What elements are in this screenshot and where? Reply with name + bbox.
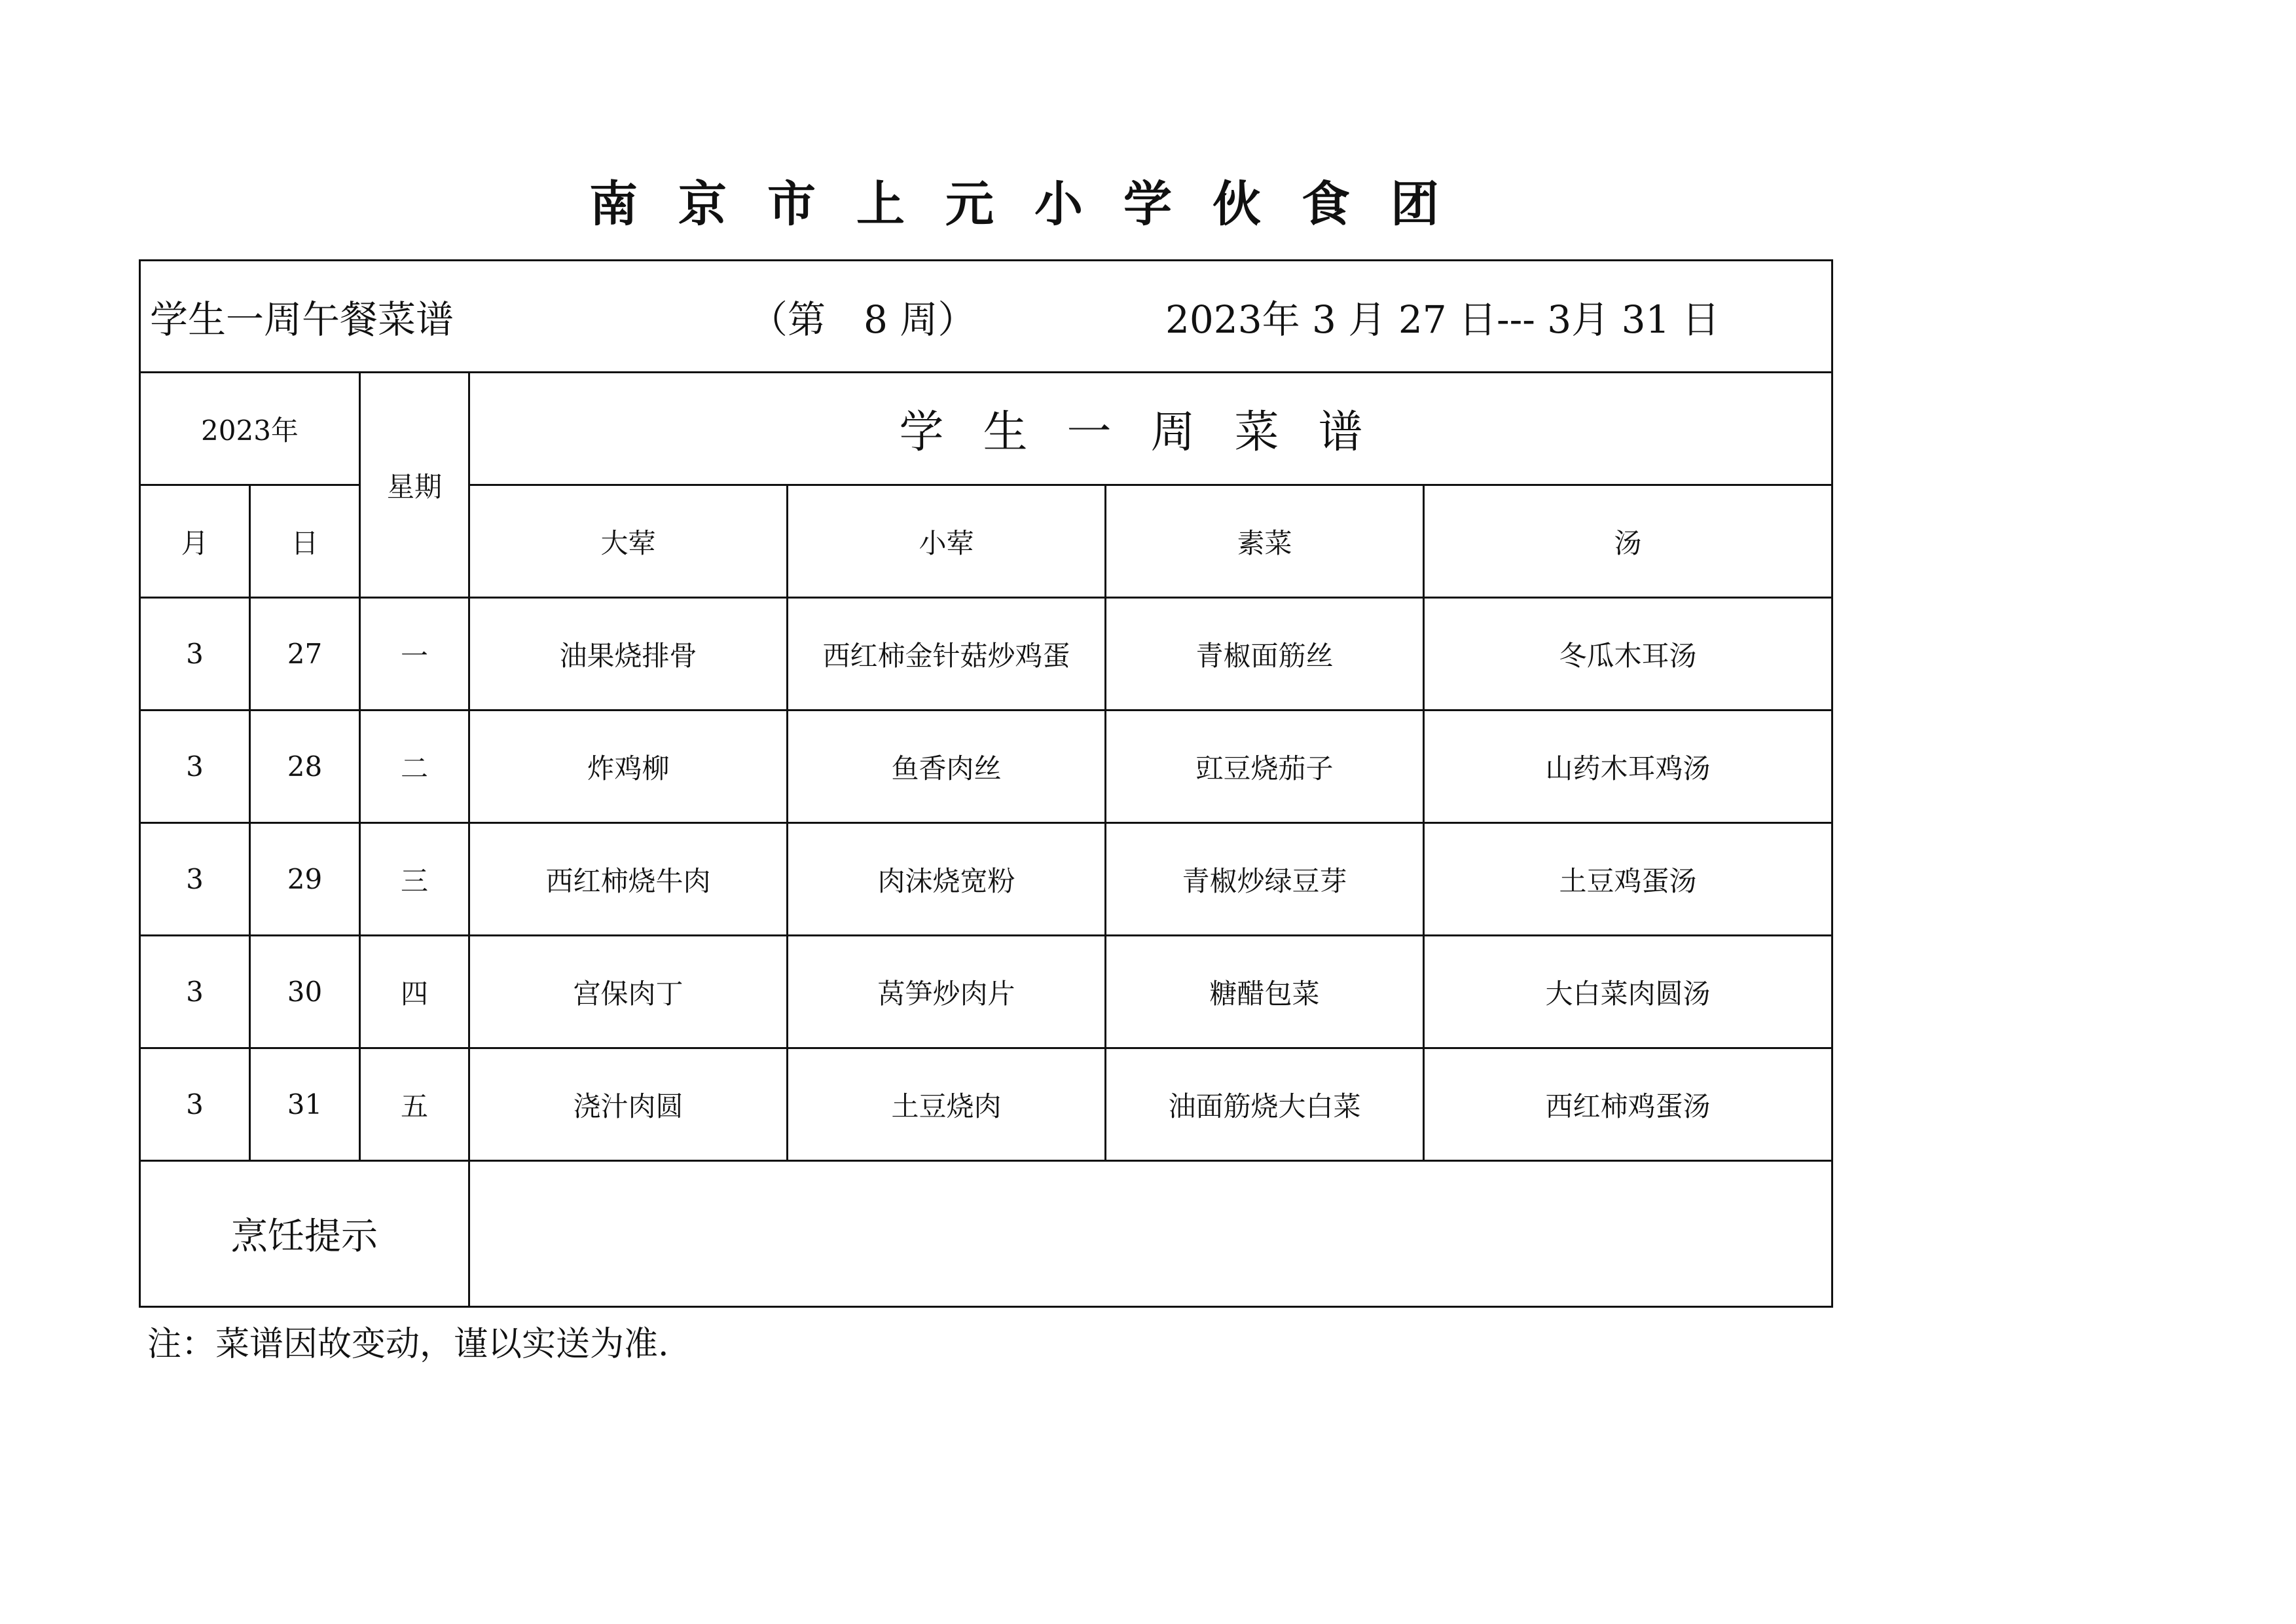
week-number: （第 8 周） (750, 297, 976, 342)
page-title: 南京市上元小学伙食团 (589, 176, 1480, 232)
menu-title: 学生一周午餐菜谱 (150, 297, 454, 342)
day-cell: 28 (250, 710, 360, 823)
footnote: 注：菜谱因故变动，谨以实送为准. (147, 1325, 669, 1364)
column-header-sucai: 素菜 (1106, 485, 1424, 598)
column-header-dahun: 大荤 (469, 485, 788, 598)
dahun-cell: 西红柿烧牛肉 (469, 823, 788, 936)
weekday-cell: 一 (360, 598, 469, 710)
xiaohun-cell: 鱼香肉丝 (788, 710, 1106, 823)
table-row (140, 710, 1832, 823)
table-row (140, 823, 1832, 936)
sucai-cell: 青椒炒绿豆芽 (1106, 823, 1424, 936)
day-cell: 30 (250, 936, 360, 1048)
month-cell: 3 (140, 710, 250, 823)
day-cell: 31 (250, 1048, 360, 1161)
day-header: 日 (250, 485, 360, 598)
cooking-tips-content (469, 1161, 1832, 1307)
menu-table (139, 259, 1833, 1308)
info-row (140, 261, 1832, 373)
weekday-cell: 五 (360, 1048, 469, 1161)
dahun-cell: 炸鸡柳 (469, 710, 788, 823)
xiaohun-cell: 肉沫烧宽粉 (788, 823, 1106, 936)
tang-cell: 大白菜肉圆汤 (1424, 936, 1832, 1048)
year-header: 2023年 (140, 373, 360, 485)
column-header-xiaohun: 小荤 (788, 485, 1106, 598)
xiaohun-cell: 土豆烧肉 (788, 1048, 1106, 1161)
sucai-cell: 糖醋包菜 (1106, 936, 1424, 1048)
dahun-cell: 浇汁肉圆 (469, 1048, 788, 1161)
sucai-cell: 油面筋烧大白菜 (1106, 1048, 1424, 1161)
info-cell (140, 261, 1832, 373)
xiaohun-cell: 莴笋炒肉片 (788, 936, 1106, 1048)
day-cell: 27 (250, 598, 360, 710)
month-header: 月 (140, 485, 250, 598)
sucai-cell: 青椒面筋丝 (1106, 598, 1424, 710)
table-row (140, 598, 1832, 710)
column-header-tang: 汤 (1424, 485, 1832, 598)
weekly-menu-header: 学生一周菜谱 (469, 373, 1832, 485)
cooking-tips-label: 烹饪提示 (140, 1161, 469, 1307)
weekday-header: 星期 (360, 373, 469, 598)
date-range: 2023年 3 月 27 日--- 3月 31 日 (1165, 297, 1720, 342)
dahun-cell: 油果烧排骨 (469, 598, 788, 710)
tang-cell: 西红柿鸡蛋汤 (1424, 1048, 1832, 1161)
table-row (140, 1048, 1832, 1161)
month-cell: 3 (140, 823, 250, 936)
cooking-tips-row (140, 1161, 1832, 1307)
weekday-cell: 四 (360, 936, 469, 1048)
month-cell: 3 (140, 1048, 250, 1161)
day-cell: 29 (250, 823, 360, 936)
sucai-cell: 豇豆烧茄子 (1106, 710, 1424, 823)
tang-cell: 土豆鸡蛋汤 (1424, 823, 1832, 936)
header-row-1 (140, 373, 1832, 485)
weekday-cell: 二 (360, 710, 469, 823)
month-cell: 3 (140, 936, 250, 1048)
weekday-cell: 三 (360, 823, 469, 936)
xiaohun-cell: 西红柿金针菇炒鸡蛋 (788, 598, 1106, 710)
dahun-cell: 宫保肉丁 (469, 936, 788, 1048)
table-row (140, 936, 1832, 1048)
tang-cell: 冬瓜木耳汤 (1424, 598, 1832, 710)
month-cell: 3 (140, 598, 250, 710)
tang-cell: 山药木耳鸡汤 (1424, 710, 1832, 823)
